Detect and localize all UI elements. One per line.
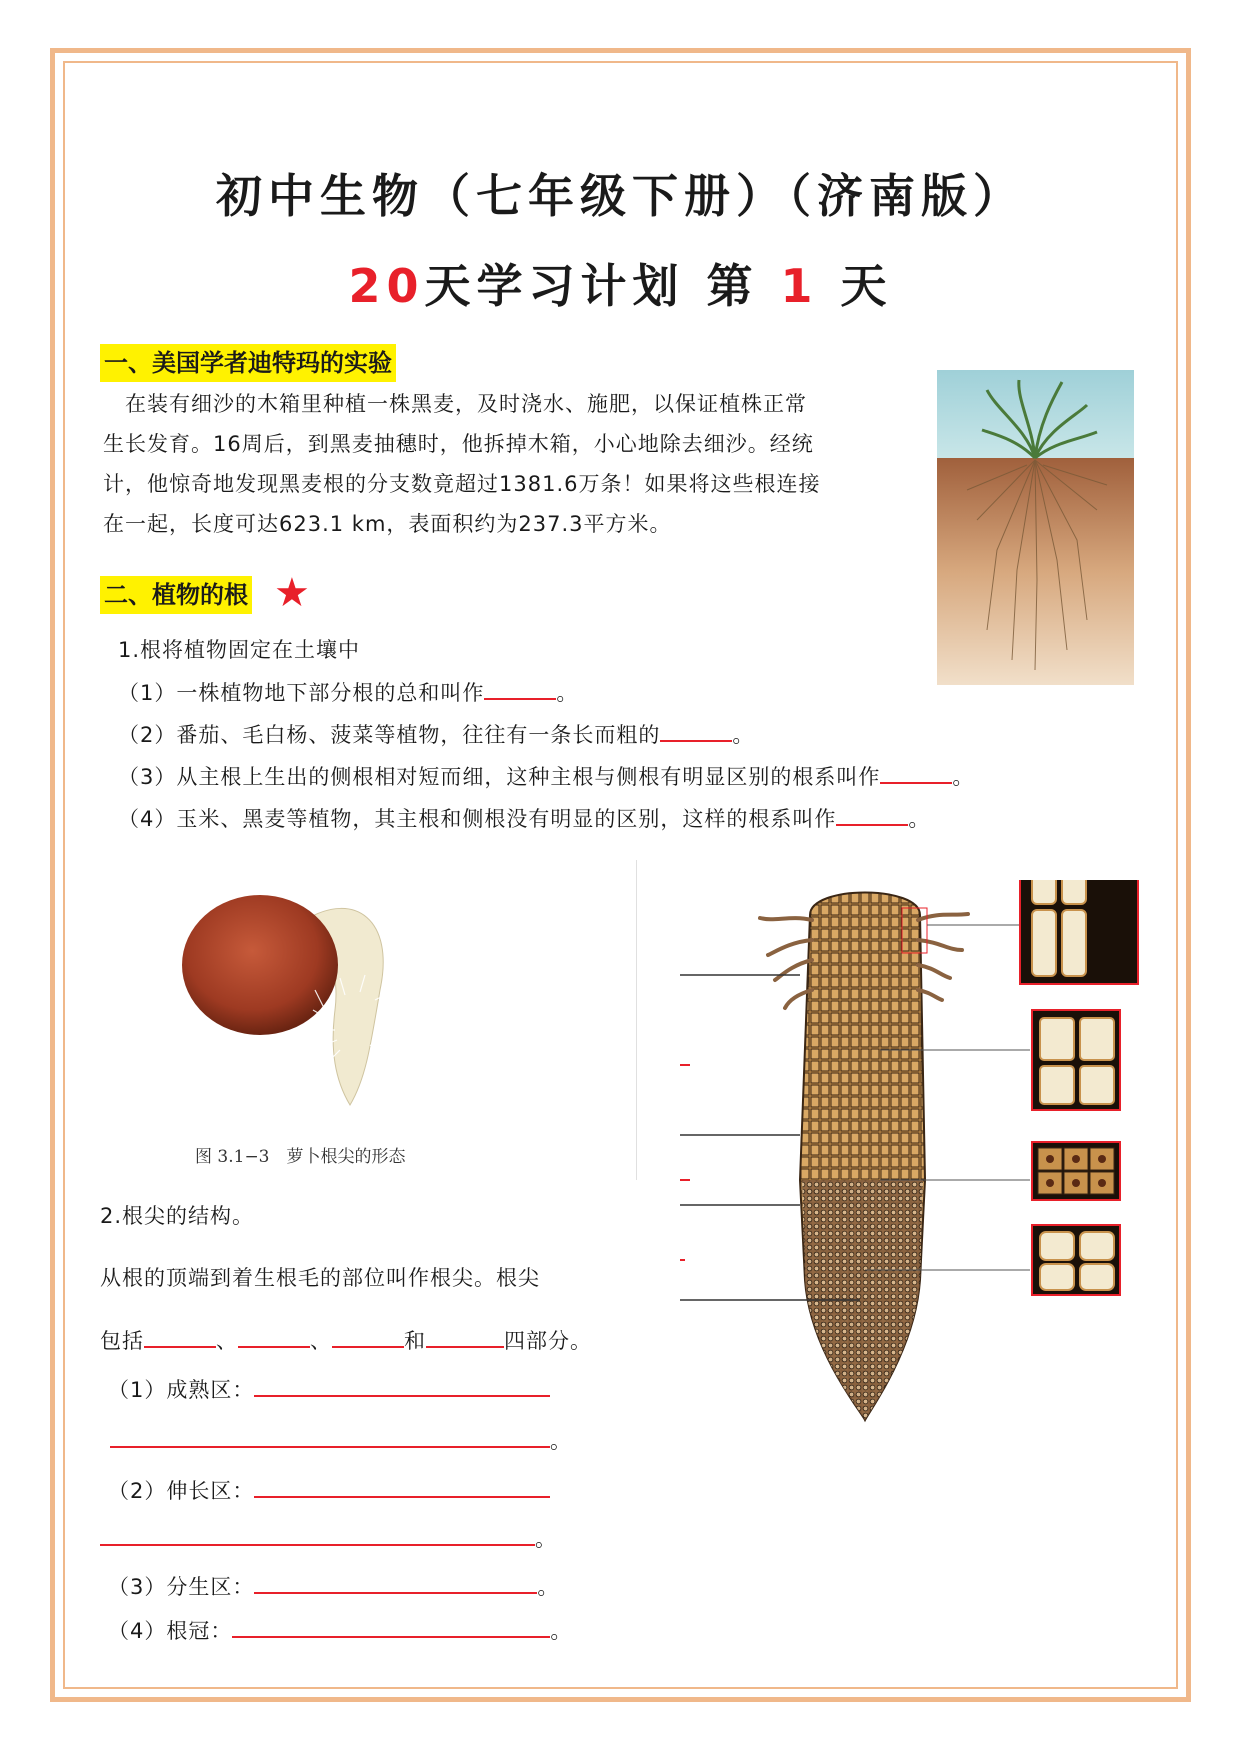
zone-2-continued	[100, 1522, 557, 1555]
question-text: （3）从主根上生出的侧根相对短而细，这种主根与侧根有明显区别的根系叫作	[118, 765, 881, 789]
point-2-line-1: 从根的顶端到着生根毛的部位叫作根尖。根尖	[100, 1266, 540, 1290]
question-1-3	[118, 760, 974, 793]
page-subtitle	[0, 250, 1241, 316]
answer-blank[interactable]	[484, 676, 556, 700]
answer-blank[interactable]	[254, 1373, 550, 1397]
root-tip-structure-diagram	[680, 880, 1150, 1460]
answer-blank[interactable]	[254, 1570, 537, 1594]
zone-2	[108, 1474, 550, 1507]
separator: 、	[310, 1329, 332, 1353]
answer-blank[interactable]	[332, 1324, 404, 1348]
section1-line: 计，他惊奇地发现黑麦根的分支数竟超过1381.6万条！如果将这些根连接	[103, 472, 821, 496]
rye-root-photo	[937, 370, 1134, 685]
period: 。	[952, 765, 975, 789]
separator: 、	[216, 1329, 238, 1353]
question-text: （4）玉米、黑麦等植物，其主根和侧根没有明显的区别，这样的根系叫作	[118, 807, 837, 831]
zone-1	[108, 1373, 550, 1406]
answer-blank[interactable]	[144, 1324, 216, 1348]
question-1-4	[118, 802, 930, 835]
title-day-number: 1	[780, 259, 819, 313]
page-title: 初中生物（七年级下册）（济南版）	[216, 169, 1025, 223]
point-2: 2.根尖的结构。	[100, 1204, 255, 1228]
answer-blank[interactable]	[100, 1522, 535, 1546]
text: 包括	[100, 1329, 144, 1353]
period: 。	[550, 1429, 572, 1453]
period: 。	[732, 723, 755, 747]
answer-blank[interactable]	[660, 718, 732, 742]
period: 。	[537, 1575, 560, 1599]
question-text: （2）番茄、毛白杨、菠菜等植物，往往有一条长而粗的	[118, 723, 661, 747]
text: 四部分。	[504, 1329, 592, 1353]
question-text: （1）一株植物地下部分根的总和叫作	[118, 681, 485, 705]
answer-blank[interactable]	[110, 1424, 550, 1448]
answer-blank[interactable]	[232, 1614, 550, 1638]
zone-1-continued	[110, 1424, 572, 1457]
answer-blank[interactable]	[238, 1324, 310, 1348]
answer-blank[interactable]	[254, 1474, 550, 1498]
answer-blank[interactable]	[836, 802, 908, 826]
title-day-count: 20	[348, 259, 425, 313]
question-1-1	[118, 676, 578, 709]
answer-blank[interactable]	[426, 1324, 504, 1348]
period: 。	[535, 1527, 557, 1551]
period: 。	[556, 681, 579, 705]
question-1-2	[118, 718, 754, 751]
section1-line: 在一起，长度可达623.1 km，表面积约为237.3平方米。	[103, 512, 672, 536]
image-divider	[636, 860, 637, 1180]
separator: 和	[404, 1329, 426, 1353]
period: 。	[908, 807, 931, 831]
point-2-line-2	[100, 1324, 592, 1357]
title-plan-text: 天学习计划 第	[424, 259, 759, 313]
figure-caption: 图 3.1−3 萝卜根尖的形态	[195, 1147, 406, 1167]
section1-line: 生长发育。16周后，到黑麦抽穗时，他拆掉木箱，小心地除去细沙。经统	[103, 432, 814, 456]
answer-blank[interactable]	[880, 760, 952, 784]
section1-heading: 一、美国学者迪特玛的实验	[100, 344, 396, 382]
zone-4	[108, 1614, 572, 1647]
section1-line: 在装有细沙的木箱里种植一株黑麦，及时浇水、施肥，以保证植株正常	[103, 392, 807, 416]
radish-root-tip-photo	[165, 880, 465, 1140]
zone-3	[108, 1570, 559, 1603]
zone-label: （1）成熟区：	[108, 1378, 255, 1402]
section2-heading: 二、植物的根	[100, 576, 252, 614]
title-day-suffix: 天	[840, 259, 893, 313]
zone-label: （2）伸长区：	[108, 1479, 255, 1503]
point-1: 1.根将植物固定在土壤中	[118, 638, 361, 662]
zone-label: （4）根冠：	[108, 1619, 233, 1643]
zone-label: （3）分生区：	[108, 1575, 255, 1599]
period: 。	[550, 1619, 573, 1643]
star-icon: ★	[274, 570, 310, 616]
section1-paragraph	[103, 384, 903, 544]
